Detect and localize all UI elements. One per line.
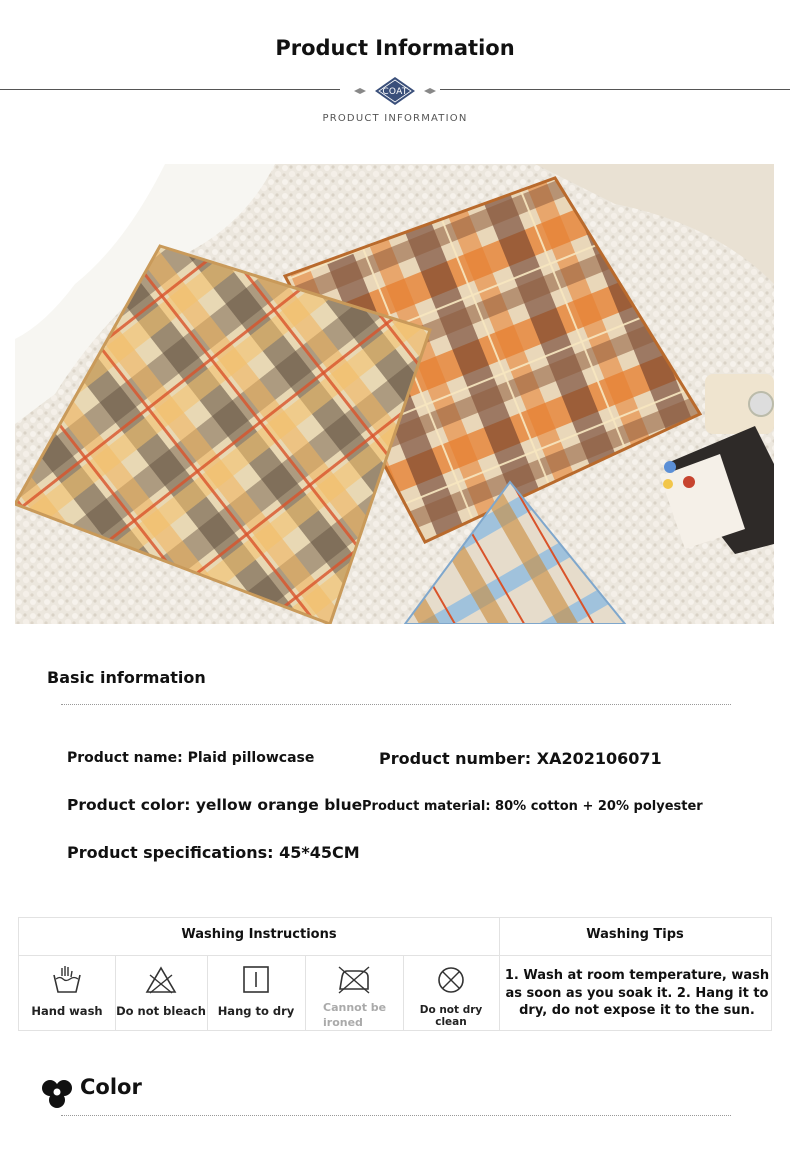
no-dry-clean-icon [434,965,468,995]
no-bleach-cell [115,956,207,1030]
no-bleach-label: Do not bleach [116,1004,206,1018]
color-section-title: Color [80,1075,142,1099]
header-divider-right [440,89,790,90]
no-iron-label: Cannot be ironed [323,1001,387,1029]
product-name: Product name: Plaid pillowcase [67,750,315,766]
color-section-divider [61,1115,731,1116]
badge-label: COAT [382,87,408,97]
no-dry-clean-cell [403,956,499,1030]
hand-wash-icon [50,965,84,995]
hang-dry-cell [207,956,305,1030]
washing-table [18,917,772,1031]
basic-info-title: Basic information [47,668,206,687]
header-divider-left [0,89,340,90]
no-bleach-icon [144,965,178,995]
no-dry-clean-label: Do not dry clean [419,1004,483,1028]
page-subtitle: PRODUCT INFORMATION [322,113,468,124]
hand-wash-label: Hand wash [31,1004,103,1018]
washing-instructions-header: Washing Instructions [181,927,337,942]
product-photo [15,164,774,624]
hang-dry-label: Hang to dry [217,1004,295,1018]
washing-tips-header: Washing Tips [586,927,684,942]
product-number: Product number: XA202106071 [379,749,662,768]
product-specifications: Product specifications: 45*45CM [67,843,360,862]
hang-dry-icon [239,965,273,995]
washing-tips-text: 1. Wash at room temperature, wash as soon as you soak it. 2. Hang it to dry, do not expose it to the sun. [504,968,770,1018]
no-iron-icon [337,965,371,995]
no-iron-cell [305,956,403,1030]
basic-info-divider [61,704,731,705]
color-palette-icon [40,1077,74,1111]
product-material: Product material: 80% cotton + 20% polyester [362,799,703,814]
hand-wash-cell [19,956,115,1030]
page-title: Product Information [275,36,515,60]
product-color: Product color: yellow orange blue [67,796,363,814]
